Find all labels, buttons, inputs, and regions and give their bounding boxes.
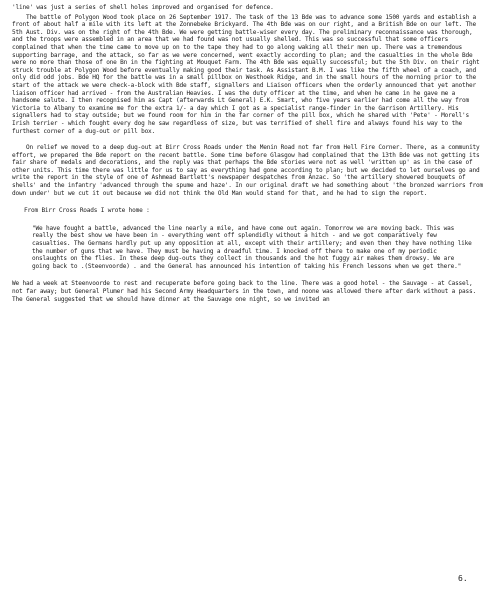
- paragraph-polygon-wood-text: The battle of Polygon Wood took place on 26 September 1917. The task of the 13 Bde was to advance some 1500 yards and establish a front of about half a mile with its left at the Zonnebeke Brickyard. The 4th Bde was on our right, and a British Bde on our left. The 5th Aust. Div. was on the right of the 4th Bde. We were getting battle-wiser every day. The preliminary reconnaissance was thorough, and the troops were assembled in an area that we had found was not usually shelled. This was so successful that some officers complained that when the time came to move up on to the tape they had to go along waking all their men up. There was a tremendous supporting barrage, and the attack, so far as we were concerned, went exactly according to plan; and the casualties in the whole Bde were no more than those of one Bn in the fighting at Mouquet Farm. The 4th Bde was equally successful; but the 5th Div. on their right struck trouble at Polygon Wood before eventually making good their task. As Assistant B.M. I was like the fifth wheel of a coach, and only did odd jobs. Bde HQ for the battle was in a small pillbox on Westhoek Ridge, and in the small hours of the morning prior to the start of the attack we were check-a-block with Bde staff, signallers and Liaison officers when the orderly announced that yet another liaison officer had arrived - from the Australian Heavies. I was the duty officer at the time, and when he came in he gave me a handsome salute. I then recognised him as Capt (afterwards Lt General) E.K. Smart, who five years earlier had come all the way from Victoria to Albany to examine me for the extra 1/- a day which I got as a specialist range-finder in the Garrison Artillery. His signallers had to stay outside; but we found room for him in the far corner of the pill box, which he shared with 'Pete' - Morell's Irish terrier - which fought every dog he saw regardless of size, but was terrified of shell fire and always found his way to the furthest corner of a dug-out or pill box.: [12, 13, 480, 135]
- paragraph-polygon-wood: [12, 14, 484, 136]
- document-page: [12, 4, 484, 303]
- page-number: 6.: [458, 574, 468, 583]
- paragraph-birr-cross-roads: [12, 144, 484, 197]
- paragraph-line-defence: 'line' was just a series of shell holes improved and organised for defence.: [12, 4, 274, 11]
- letter-quote: "We have fought a battle, advanced the line nearly a mile, and have come out again. Tomorrow we are moving back. This was really the best show we have been in - everything went off splendidly without a hitch - and we got comparatively few casualties. The Germans hardly put up any opposition at all, except with their artillery; and even then they have nothing like the number of guns that we have. They must be having a dreadful time. I knocked off there to make one of my periodic onslaughts on the flies. In these deep dug-outs they collect in thousands and the hot fuggy air makes them drowsy. We are going back to .(Steenvoorde) . and the General has announced his intention of taking his French lessons when we get there.": [32, 224, 472, 270]
- paragraph-steenvoorde: We had a week at Steenvoorde to rest and recuperate before going back to the line. There was a good hotel - the Sauvage - at Cassel, not far away; but General Plumer had his Second Army Headquarters in the town, and noone was allowed there after dark without a pass. The General suggested that we should have dinner at the Sauvage one night, so we invited an: [12, 280, 477, 303]
- letter-intro: From Birr Cross Roads I wrote home :: [24, 207, 150, 215]
- paragraph-birr-cross-roads-text: On relief we moved to a deep dug-out at Birr Cross Roads under the Menin Road not far from Hell Fire Corner. There, as a community effort, we prepared the Bde report on the recent battle. Some time before Glasgow had complained that the 13th Bde was not getting its fair share of medals and decorations, and the reply was that perhaps the Bde stories were not as well 'written up' as in the case of other units. This time there was little for us to say as everything had gone according to plan; but we decided to let ourselves go and write the report in the style of one of Ashmead Bartlett's newspaper despatches from Anzac. So 'the artillery showered bouquets of shells' and the infantry 'advanced through the spume and haze'. In our original draft we had something about 'the bronzed warriors from down under' but we cut it out because we did not think the Old Man would stand for that, and he had to sign the report.: [12, 144, 483, 197]
